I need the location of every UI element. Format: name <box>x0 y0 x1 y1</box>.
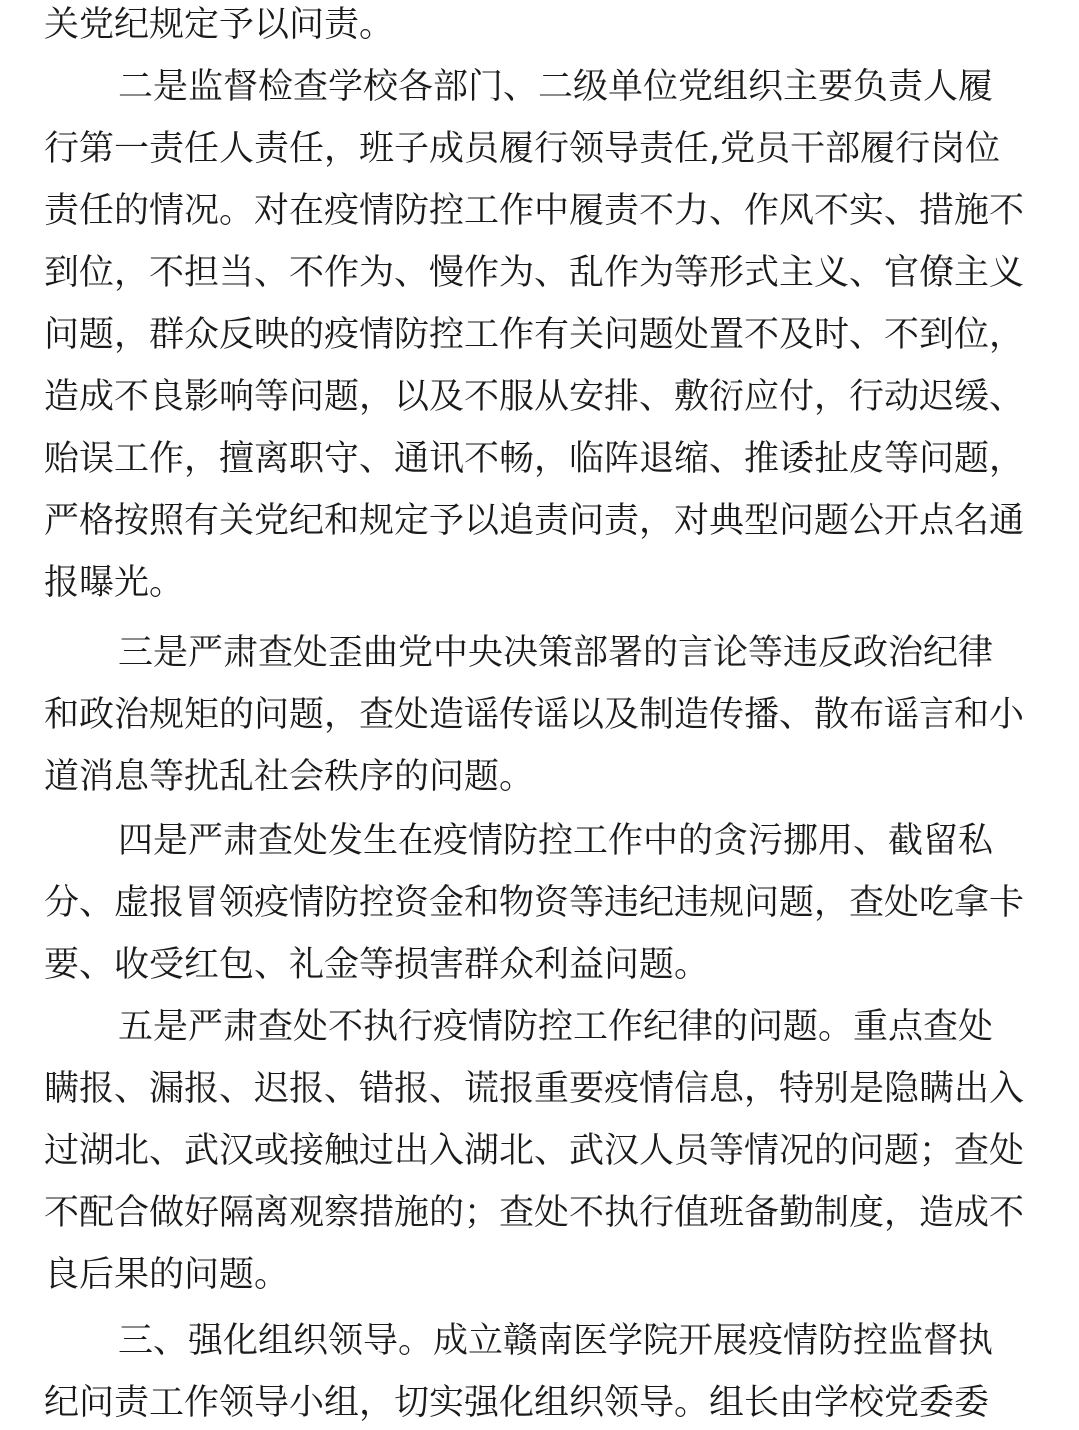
paragraph-first-line: 三是严肃查处歪曲党中央决策部署的言论等违反政治纪律 <box>118 633 994 673</box>
text-line: 不配合做好隔离观察措施的；查处不执行值班备勤制度，造成不 <box>44 1193 1025 1233</box>
text-line: 责任的情况。对在疫情防控工作中履责不力、作风不实、措施不 <box>44 191 1025 231</box>
text-line: 到位，不担当、不作为、慢作为、乱作为等形式主义、官僚主义 <box>44 253 1025 293</box>
text-line: 报曝光。 <box>44 563 185 603</box>
text-line: 问题，群众反映的疫情防控工作有关问题处置不及时、不到位， <box>44 315 1025 355</box>
text-line: 贻误工作，擅离职守、通讯不畅，临阵退缩、推诿扯皮等问题， <box>44 439 1025 479</box>
paragraph-first-line: 三、强化组织领导。成立赣南医学院开展疫情防控监督执 <box>118 1321 994 1361</box>
text-line: 纪问责工作领导小组，切实强化组织领导。组长由学校党委委 <box>44 1383 990 1423</box>
text-line: 关党纪规定予以问责。 <box>44 5 395 45</box>
paragraph-first-line: 四是严肃查处发生在疫情防控工作中的贪污挪用、截留私 <box>118 821 994 861</box>
text-line: 过湖北、武汉或接触过出入湖北、武汉人员等情况的问题；查处 <box>44 1131 1025 1171</box>
text-line: 瞒报、漏报、迟报、错报、谎报重要疫情信息，特别是隐瞒出入 <box>44 1069 1025 1109</box>
text-line: 要、收受红包、礼金等损害群众利益问题。 <box>44 945 710 985</box>
text-line: 严格按照有关党纪和规定予以追责问责，对典型问题公开点名通 <box>44 501 1025 541</box>
text-line: 行第一责任人责任，班子成员履行领导责任,党员干部履行岗位 <box>44 129 1001 169</box>
text-line: 和政治规矩的问题，查处造谣传谣以及制造传播、散布谣言和小 <box>44 695 1025 735</box>
text-line: 良后果的问题。 <box>44 1255 290 1295</box>
text-line: 造成不良影响等问题，以及不服从安排、敷衍应付，行动迟缓、 <box>44 377 1025 417</box>
text-line: 道消息等扰乱社会秩序的问题。 <box>44 757 535 797</box>
paragraph-first-line: 五是严肃查处不执行疫情防控工作纪律的问题。重点查处 <box>118 1007 994 1047</box>
text-line: 分、虚报冒领疫情防控资金和物资等违纪违规问题，查处吃拿卡 <box>44 883 1025 923</box>
paragraph-first-line: 二是监督检查学校各部门、二级单位党组织主要负责人履 <box>118 67 994 107</box>
